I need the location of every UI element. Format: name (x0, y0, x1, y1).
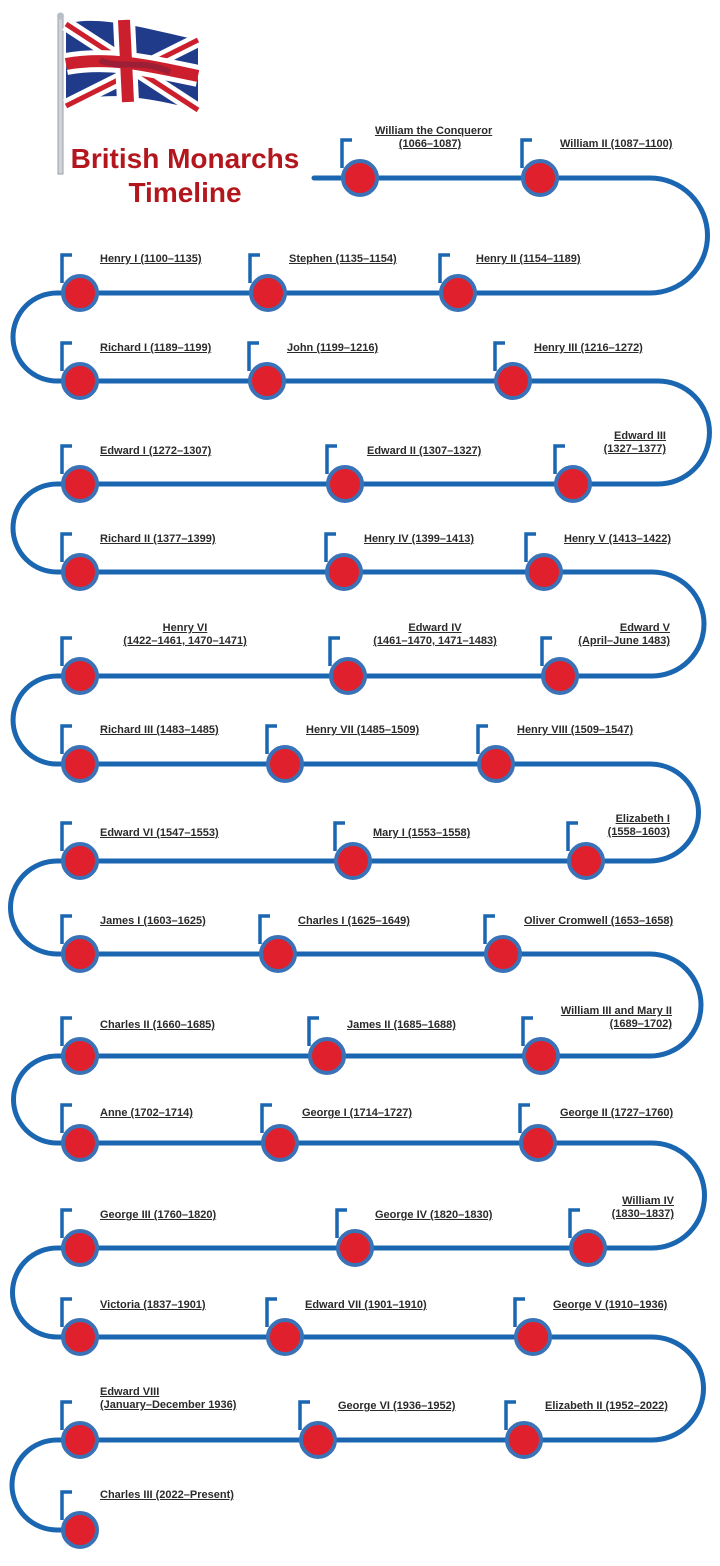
monarch-label-line: Henry VIII (1509–1547) (517, 724, 634, 736)
monarch-dot (327, 555, 361, 589)
monarch-label (347, 1019, 456, 1032)
monarch-dot (507, 1423, 541, 1457)
monarch-label-line: Henry VII (1485–1509) (306, 724, 420, 736)
monarch-label-line: (January–December 1936) (100, 1399, 237, 1411)
monarch-dot (63, 1126, 97, 1160)
monarch-node (262, 1105, 297, 1160)
monarch-node (342, 140, 377, 195)
monarch-label-line: Henry IV (1399–1413) (364, 533, 475, 545)
monarch-dot (268, 1320, 302, 1354)
monarch-label-line: William IV (622, 1195, 674, 1207)
monarch-label (367, 445, 481, 458)
monarch-dot (63, 937, 97, 971)
monarch-label-line: Charles II (1660–1685) (100, 1019, 215, 1031)
monarch-label (545, 1400, 668, 1413)
monarch-node (62, 534, 97, 589)
monarch-label (540, 1005, 672, 1031)
monarch-label (100, 1299, 206, 1312)
monarch-label (100, 253, 202, 266)
monarch-label (560, 622, 670, 648)
monarch-dot (331, 659, 365, 693)
monarch-label-line: Henry V (1413–1422) (564, 533, 672, 545)
monarch-label-line: Charles I (1625–1649) (298, 915, 410, 927)
monarch-label-line: Richard II (1377–1399) (100, 533, 216, 545)
monarch-dot (301, 1423, 335, 1457)
monarch-node (520, 1105, 555, 1160)
monarch-label-line: Edward VI (1547–1553) (100, 827, 219, 839)
monarch-dot (521, 1126, 555, 1160)
monarch-node (506, 1402, 541, 1457)
monarch-label-line: Edward VIII (100, 1386, 160, 1398)
monarch-node (326, 534, 361, 589)
monarch-label (375, 1209, 492, 1222)
monarch-label-line: John (1199–1216) (287, 342, 379, 354)
monarch-label-line: (1327–1377) (603, 443, 666, 455)
monarch-label (534, 342, 643, 355)
monarch-label (524, 915, 673, 928)
monarch-label (338, 1400, 455, 1413)
monarch-node (327, 446, 362, 501)
monarch-node (62, 638, 97, 693)
monarch-label-line: Victoria (1837–1901) (100, 1299, 206, 1311)
monarch-dot (63, 276, 97, 310)
monarch-dot (63, 844, 97, 878)
monarch-dot (268, 747, 302, 781)
monarch-dot (523, 161, 557, 195)
monarch-dot (63, 555, 97, 589)
monarch-dot (263, 1126, 297, 1160)
monarch-label (100, 1019, 215, 1032)
monarch-label (110, 622, 260, 648)
monarch-label-line: Stephen (1135–1154) (289, 253, 397, 265)
monarch-dot (527, 555, 561, 589)
monarch-label (100, 827, 219, 840)
monarch-label-line: (1422–1461, 1470–1471) (123, 635, 247, 647)
monarch-label-line: Mary I (1553–1558) (373, 827, 471, 839)
monarch-label-line: George IV (1820–1830) (375, 1209, 493, 1221)
monarch-label-line: William III and Mary II (560, 1005, 672, 1017)
monarch-label (564, 533, 671, 546)
monarch-node (62, 1105, 97, 1160)
monarch-node (62, 823, 97, 878)
monarch-node (62, 1492, 97, 1547)
monarch-label (306, 724, 419, 737)
page-title (60, 142, 310, 210)
monarch-label (570, 813, 670, 839)
monarch-node (309, 1018, 344, 1073)
monarch-label (100, 533, 216, 546)
monarch-label-line: Edward IV (408, 622, 462, 634)
monarch-label-line: (1689–1702) (609, 1018, 672, 1030)
monarch-label (553, 1299, 667, 1312)
monarch-node (62, 446, 97, 501)
monarch-dot (328, 467, 362, 501)
monarch-label (365, 622, 505, 648)
monarch-label (100, 915, 206, 928)
monarch-label-line: Henry VI (162, 622, 208, 634)
monarch-label-line: George V (1910–1936) (553, 1299, 668, 1311)
monarch-node (62, 1299, 97, 1354)
monarch-dot (261, 937, 295, 971)
monarch-label-line: Elizabeth I (615, 813, 670, 825)
monarch-dot (63, 1320, 97, 1354)
monarch-dot (343, 161, 377, 195)
monarch-node (335, 823, 370, 878)
monarch-dot (63, 1423, 97, 1457)
monarch-dot (441, 276, 475, 310)
title-line-1: British Monarchs (70, 143, 300, 174)
monarch-label (560, 1107, 673, 1120)
monarch-label-line: Henry I (1100–1135) (100, 253, 202, 265)
monarch-label-line: (April–June 1483) (578, 635, 670, 647)
monarch-dot (338, 1231, 372, 1265)
monarch-node (250, 255, 285, 310)
monarch-dot (63, 1039, 97, 1073)
monarch-label (100, 1386, 236, 1412)
monarch-dot (569, 844, 603, 878)
monarch-label (100, 1209, 216, 1222)
monarch-label (373, 827, 470, 840)
monarch-label-line: Henry II (1154–1189) (476, 253, 581, 265)
monarch-node (62, 1402, 97, 1457)
monarch-node (300, 1402, 335, 1457)
monarch-node (62, 1018, 97, 1073)
monarch-label-line: (1830–1837) (611, 1208, 674, 1220)
monarch-label-line: James I (1603–1625) (100, 915, 206, 927)
monarch-label-line: Edward I (1272–1307) (100, 445, 212, 457)
monarch-label (570, 1195, 674, 1221)
monarch-label (100, 445, 211, 458)
monarch-label (289, 253, 397, 266)
monarch-label (375, 125, 493, 151)
monarch-dot (250, 364, 284, 398)
monarch-label (517, 724, 633, 737)
monarch-label-line: Henry III (1216–1272) (534, 342, 643, 354)
monarch-dot (336, 844, 370, 878)
monarch-label (298, 915, 410, 928)
monarch-label-line: Charles III (2022–Present) (100, 1489, 234, 1501)
monarch-node (485, 916, 520, 971)
monarch-node (526, 534, 561, 589)
monarch-label-line: George VI (1936–1952) (338, 1400, 456, 1412)
monarch-node (495, 343, 530, 398)
monarch-node (440, 255, 475, 310)
monarch-label (302, 1107, 412, 1120)
monarch-label (100, 1489, 234, 1502)
monarch-dot (63, 1231, 97, 1265)
monarch-node (337, 1210, 372, 1265)
monarch-label-line: (1558–1603) (607, 826, 670, 838)
monarch-node (260, 916, 295, 971)
monarch-dot (543, 659, 577, 693)
monarch-label-line: Richard III (1483–1485) (100, 724, 219, 736)
monarch-node (62, 343, 97, 398)
monarch-node (62, 1210, 97, 1265)
monarch-label (287, 342, 378, 355)
monarch-label-line: Edward III (614, 430, 666, 442)
monarch-dot (63, 1513, 97, 1547)
monarch-label-line: Edward II (1307–1327) (367, 445, 482, 457)
monarch-dot (310, 1039, 344, 1073)
monarch-dot (63, 747, 97, 781)
monarch-dot (63, 467, 97, 501)
monarch-dot (63, 364, 97, 398)
monarch-node (62, 726, 97, 781)
monarch-label-line: George III (1760–1820) (100, 1209, 217, 1221)
monarch-label-line: (1461–1470, 1471–1483) (373, 635, 497, 647)
monarch-label-line: William II (1087–1100) (560, 138, 673, 150)
monarch-label-line: Edward VII (1901–1910) (305, 1299, 427, 1311)
monarch-label (364, 533, 474, 546)
monarch-label (476, 253, 581, 266)
monarch-label (100, 1107, 193, 1120)
monarch-label (305, 1299, 427, 1312)
monarch-node (267, 1299, 302, 1354)
monarch-dot (516, 1320, 550, 1354)
monarch-node (478, 726, 513, 781)
monarch-dot (251, 276, 285, 310)
monarch-label-line: Richard I (1189–1199) (100, 342, 212, 354)
monarch-node (330, 638, 365, 693)
monarch-label-line: Elizabeth II (1952–2022) (545, 1400, 668, 1412)
monarch-dot (524, 1039, 558, 1073)
monarch-dot (556, 467, 590, 501)
monarch-node (249, 343, 284, 398)
title-line-2: Timeline (128, 177, 242, 208)
monarch-node (515, 1299, 550, 1354)
monarch-label-line: Oliver Cromwell (1653–1658) (524, 915, 674, 927)
monarch-label (560, 138, 672, 151)
monarch-label (100, 724, 219, 737)
monarch-node (267, 726, 302, 781)
monarch-dot (486, 937, 520, 971)
monarch-label-line: William the Conqueror (375, 125, 493, 137)
monarch-label (100, 342, 211, 355)
monarch-node (62, 255, 97, 310)
monarch-dot (496, 364, 530, 398)
monarch-dot (571, 1231, 605, 1265)
monarch-label-line: Edward V (619, 622, 670, 634)
monarch-label-line: James II (1685–1688) (347, 1019, 456, 1031)
monarch-node (62, 916, 97, 971)
monarch-dot (479, 747, 513, 781)
monarch-label-line: George I (1714–1727) (302, 1107, 413, 1119)
monarch-label-line: George II (1727–1760) (560, 1107, 674, 1119)
monarch-node (522, 140, 557, 195)
monarch-dot (63, 659, 97, 693)
monarch-label-line: Anne (1702–1714) (100, 1107, 193, 1119)
monarch-label (560, 430, 666, 456)
monarch-label-line: (1066–1087) (398, 138, 462, 150)
